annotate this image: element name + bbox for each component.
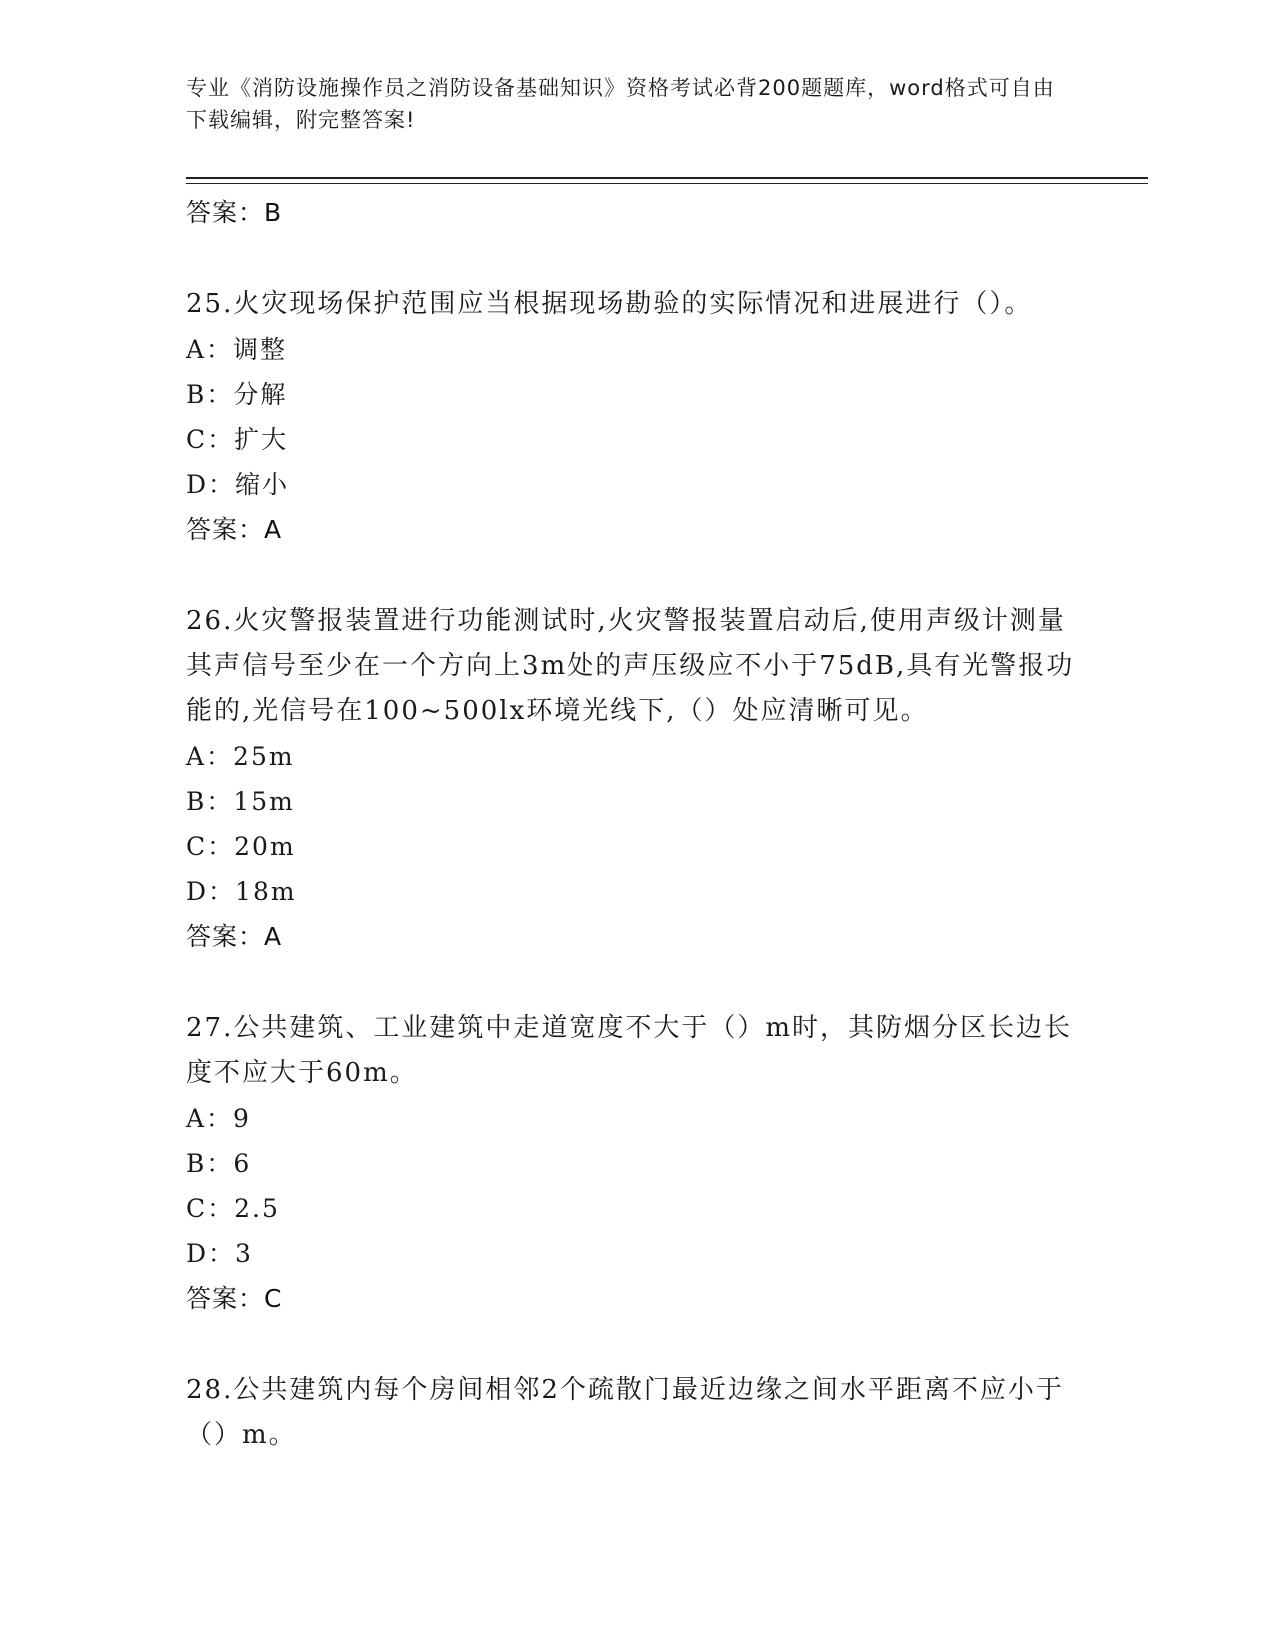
question-block (186, 1006, 1086, 1321)
document-header: 专业《消防设施操作员之消防设备基础知识》资格考试必背200题题库，word格式可自由下载编辑，附完整答案! (186, 76, 1055, 132)
option-d: D：缩小 (186, 470, 290, 499)
question-block (186, 1368, 1086, 1458)
option-b: B：分解 (186, 380, 288, 409)
option-c: C：2.5 (186, 1194, 280, 1223)
option-c: C：扩大 (186, 425, 289, 454)
option-a: A：调整 (186, 335, 288, 364)
question-text: 27.公共建筑、工业建筑中走道宽度不大于（）m时，其防烟分区长边长度不应大于60m。 (186, 1013, 1073, 1088)
answer-line: 答案：C (186, 1284, 283, 1313)
answer-line: 答案：A (186, 515, 283, 544)
option-d: D：3 (186, 1239, 253, 1268)
option-b: B：15m (186, 787, 295, 816)
option-a: A：9 (186, 1104, 251, 1133)
answer-line: 答案：B (186, 198, 283, 227)
option-b: B：6 (186, 1149, 252, 1178)
option-a: A：25m (186, 742, 295, 771)
question-block (186, 599, 1086, 959)
header-divider-thick (186, 177, 1148, 179)
question-text: 26.火灾警报装置进行功能测试时,火灾警报装置启动后,使用声级计测量其声信号至少在一个方向上3m处的声压级应不小于75dB,具有光警报功能的,光信号在100~500lx环境光线下,（）处应清晰可见。 (186, 606, 1075, 726)
option-c: C：20m (186, 832, 296, 861)
question-text: 28.公共建筑内每个房间相邻2个疏散门最近边缘之间水平距离不应小于（）m。 (186, 1375, 1064, 1450)
answer-line: 答案：A (186, 922, 283, 951)
question-text: 25.火灾现场保护范围应当根据现场勘验的实际情况和进展进行（）。 (186, 289, 1033, 319)
option-d: D：18m (186, 877, 297, 906)
header-divider-thin (186, 183, 1148, 184)
question-block (186, 282, 1086, 552)
question-list (186, 190, 1086, 1458)
